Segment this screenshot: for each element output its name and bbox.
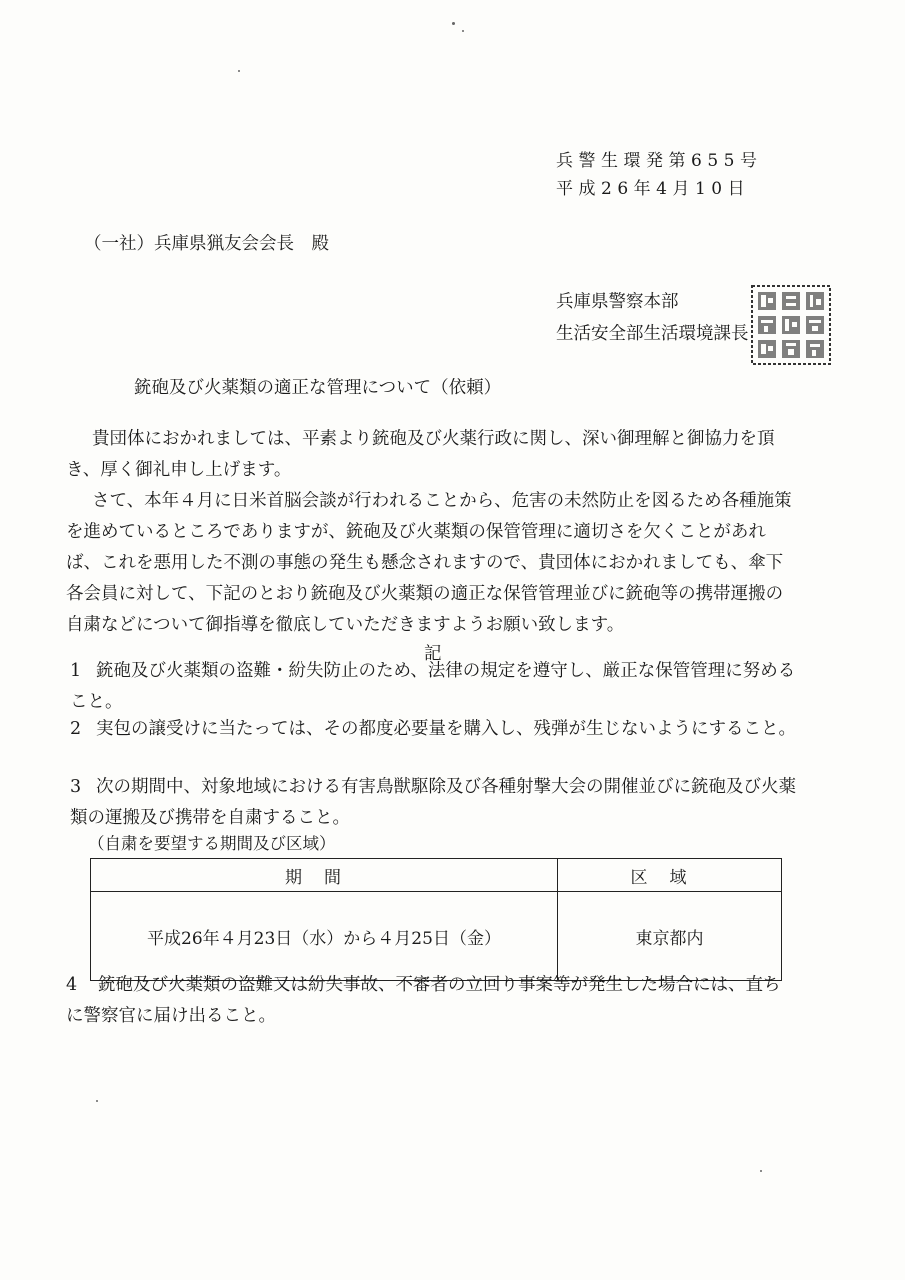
document-number: 兵警生環発第655号 bbox=[556, 151, 763, 171]
list-item bbox=[66, 970, 796, 1032]
paragraph-request: さて、本年４月に日米首脳会談が行われることから、危害の未然防止を図るため各種施策を進めているところでありますが、銃砲及び火薬類の保管管理に適切さを欠くことがあれば、これを悪用した不測の事態の発生も懸念されますので、貴団体におかれましても、傘下各会員に対して、下記のとおり銃砲及び火薬類の適正な保管管理並びに銃砲等の携帯運搬の自粛などについて御指導を徹底していただきますようお願い致します。 bbox=[66, 491, 792, 635]
item-text: 実包の譲受けに当たっては、その都度必要量を購入し、残弾が生じないようにすること。 bbox=[96, 719, 796, 739]
restriction-table bbox=[90, 858, 782, 981]
scan-speck bbox=[760, 1170, 762, 1172]
list-item bbox=[70, 656, 800, 718]
ki-heading: 記 bbox=[424, 644, 442, 664]
scan-speck bbox=[238, 70, 240, 72]
header-period: 期間 bbox=[91, 859, 558, 892]
cell-area: 東京都内 bbox=[558, 892, 782, 981]
list-item bbox=[70, 772, 800, 834]
official-seal-stamp bbox=[750, 284, 832, 366]
sender-organization: 兵庫県警察本部 bbox=[556, 292, 679, 312]
scan-speck bbox=[462, 30, 464, 32]
table-caption: （自粛を要望する期間及び区域） bbox=[88, 834, 336, 853]
header-area: 区域 bbox=[558, 859, 782, 892]
document-title: 銃砲及び火薬類の適正な管理について（依頼） bbox=[134, 378, 502, 398]
item-number: 4 bbox=[66, 975, 78, 995]
document-date: 平成26年4月10日 bbox=[556, 179, 751, 199]
item-text: 次の期間中、対象地域における有害鳥獣駆除及び各種射撃大会の開催並びに銃砲及び火薬類の運搬及び携帯を自粛すること。 bbox=[70, 777, 796, 828]
table-row bbox=[91, 892, 782, 981]
scan-speck bbox=[96, 1100, 98, 1102]
item-text: 銃砲及び火薬類の盗難・紛失防止のため、法律の規定を遵守し、厳正な保管管理に努めること。 bbox=[70, 661, 796, 712]
cell-period: 平成26年４月23日（水）から４月25日（金） bbox=[91, 892, 558, 981]
addressee: （一社）兵庫県猟友会会長 殿 bbox=[84, 234, 329, 254]
item-number: 1 bbox=[70, 661, 82, 681]
sender-position: 生活安全部生活環境課長 bbox=[556, 324, 749, 344]
item-number: 2 bbox=[70, 719, 82, 739]
list-item bbox=[70, 714, 800, 745]
scan-speck bbox=[452, 22, 455, 25]
table-header-row bbox=[91, 859, 782, 892]
item-text: 銃砲及び火薬類の盗難又は紛失事故、不審者の立回り事案等が発生した場合には、直ちに警察官に届け出ること。 bbox=[66, 975, 781, 1026]
item-number: 3 bbox=[70, 777, 82, 797]
paragraph-greeting: 貴団体におかれましては、平素より銃砲及び火薬行政に関し、深い御理解と御協力を頂き、厚く御礼申し上げます。 bbox=[66, 429, 775, 480]
